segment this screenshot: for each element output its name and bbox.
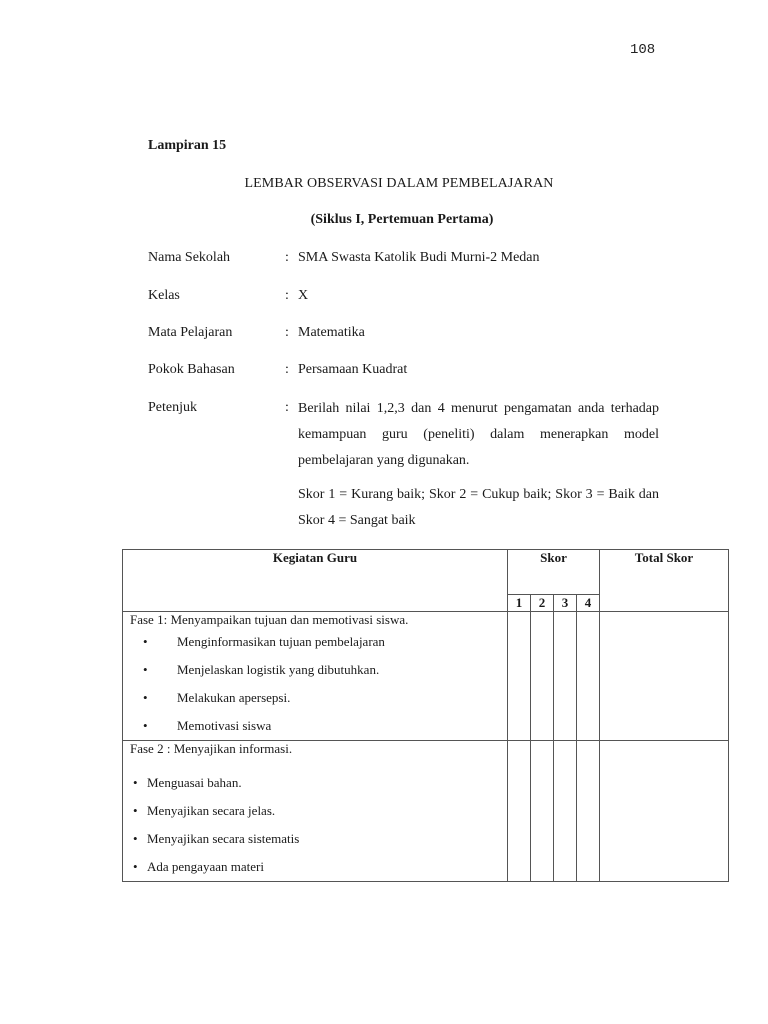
info-colon: : [285,325,289,340]
info-label: Nama Sekolah [148,250,231,265]
bullet-icon: • [143,634,148,649]
activity-list [123,769,507,881]
phase-title: Fase 1: Menyampaikan tujuan dan memotivasi siswa. [130,612,409,627]
score-cell-4[interactable] [577,612,600,741]
score-cell-1[interactable] [508,612,531,741]
list-item-text: Menginformasikan tujuan pembelajaran [177,634,385,649]
bullet-icon: • [133,831,138,846]
info-value: Matematika [298,325,365,340]
list-item-text: Menyajikan secara sistematis [147,831,300,846]
list-item [123,684,507,712]
activity-cell [123,741,508,882]
appendix-label: Lampiran 15 [148,138,227,153]
list-item [123,825,507,853]
bullet-icon: • [133,775,138,790]
observation-table [122,549,729,882]
header-score-4: 4 [577,595,600,612]
score-cell-3[interactable] [554,612,577,741]
list-item [123,853,507,881]
list-item [123,656,507,684]
total-score-cell[interactable] [600,612,729,741]
list-item-text: Ada pengayaan materi [147,859,264,874]
table-row [123,612,729,741]
header-total-skor: Total Skor [600,550,729,612]
list-item-text: Melakukan apersepsi. [177,690,291,705]
info-colon: : [285,362,289,377]
list-item-text: Memotivasi siswa [177,718,272,733]
info-value: X [298,288,309,303]
info-label: Kelas [148,288,180,303]
list-item-text: Menjelaskan logistik yang dibutuhkan. [177,662,380,677]
info-value: SMA Swasta Katolik Budi Murni-2 Medan [298,250,540,265]
header-kegiatan: Kegiatan Guru [123,550,508,612]
phase-title: Fase 2 : Menyajikan informasi. [130,741,293,756]
list-item-text: Menyajikan secara jelas. [147,803,276,818]
header-score-1: 1 [508,595,531,612]
instructions-paragraph: Berilah nilai 1,2,3 dan 4 menurut pengamatan anda terhadap kemampuan guru (peneliti) dalam menerapkan model pembelajaran yang digunakan. [298,401,659,468]
bullet-icon: • [143,718,148,733]
info-label: Pokok Bahasan [148,362,235,377]
info-colon: : [285,400,289,415]
bullet-icon: • [133,859,138,874]
activity-cell [123,612,508,741]
document-title: LEMBAR OBSERVASI DALAM PEMBELAJARAN [244,176,554,191]
score-cell-2[interactable] [531,741,554,882]
score-cell-4[interactable] [577,741,600,882]
info-colon: : [285,250,289,265]
document-subtitle: (Siklus I, Pertemuan Pertama) [310,212,494,227]
total-score-cell[interactable] [600,741,729,882]
page-number: 108 [630,42,656,58]
table-row [123,741,729,882]
score-cell-2[interactable] [531,612,554,741]
header-score-2: 2 [531,595,554,612]
info-label: Petenjuk [148,400,197,415]
list-item [123,797,507,825]
info-value: Persamaan Kuadrat [298,362,408,377]
list-item [123,712,507,740]
header-score-3: 3 [554,595,577,612]
list-item [123,628,507,656]
header-skor: Skor [508,550,600,595]
score-cell-3[interactable] [554,741,577,882]
activity-list [123,628,507,740]
bullet-icon: • [133,803,138,818]
bullet-icon: • [143,690,148,705]
table-header-row [123,550,729,595]
info-colon: : [285,288,289,303]
score-cell-1[interactable] [508,741,531,882]
bullet-icon: • [143,662,148,677]
info-label: Mata Pelajaran [148,325,233,340]
list-item-text: Menguasai bahan. [147,775,242,790]
list-item [123,769,507,797]
score-legend-paragraph: Skor 1 = Kurang baik; Skor 2 = Cukup baik; Skor 3 = Baik dan Skor 4 = Sangat baik [298,487,659,528]
